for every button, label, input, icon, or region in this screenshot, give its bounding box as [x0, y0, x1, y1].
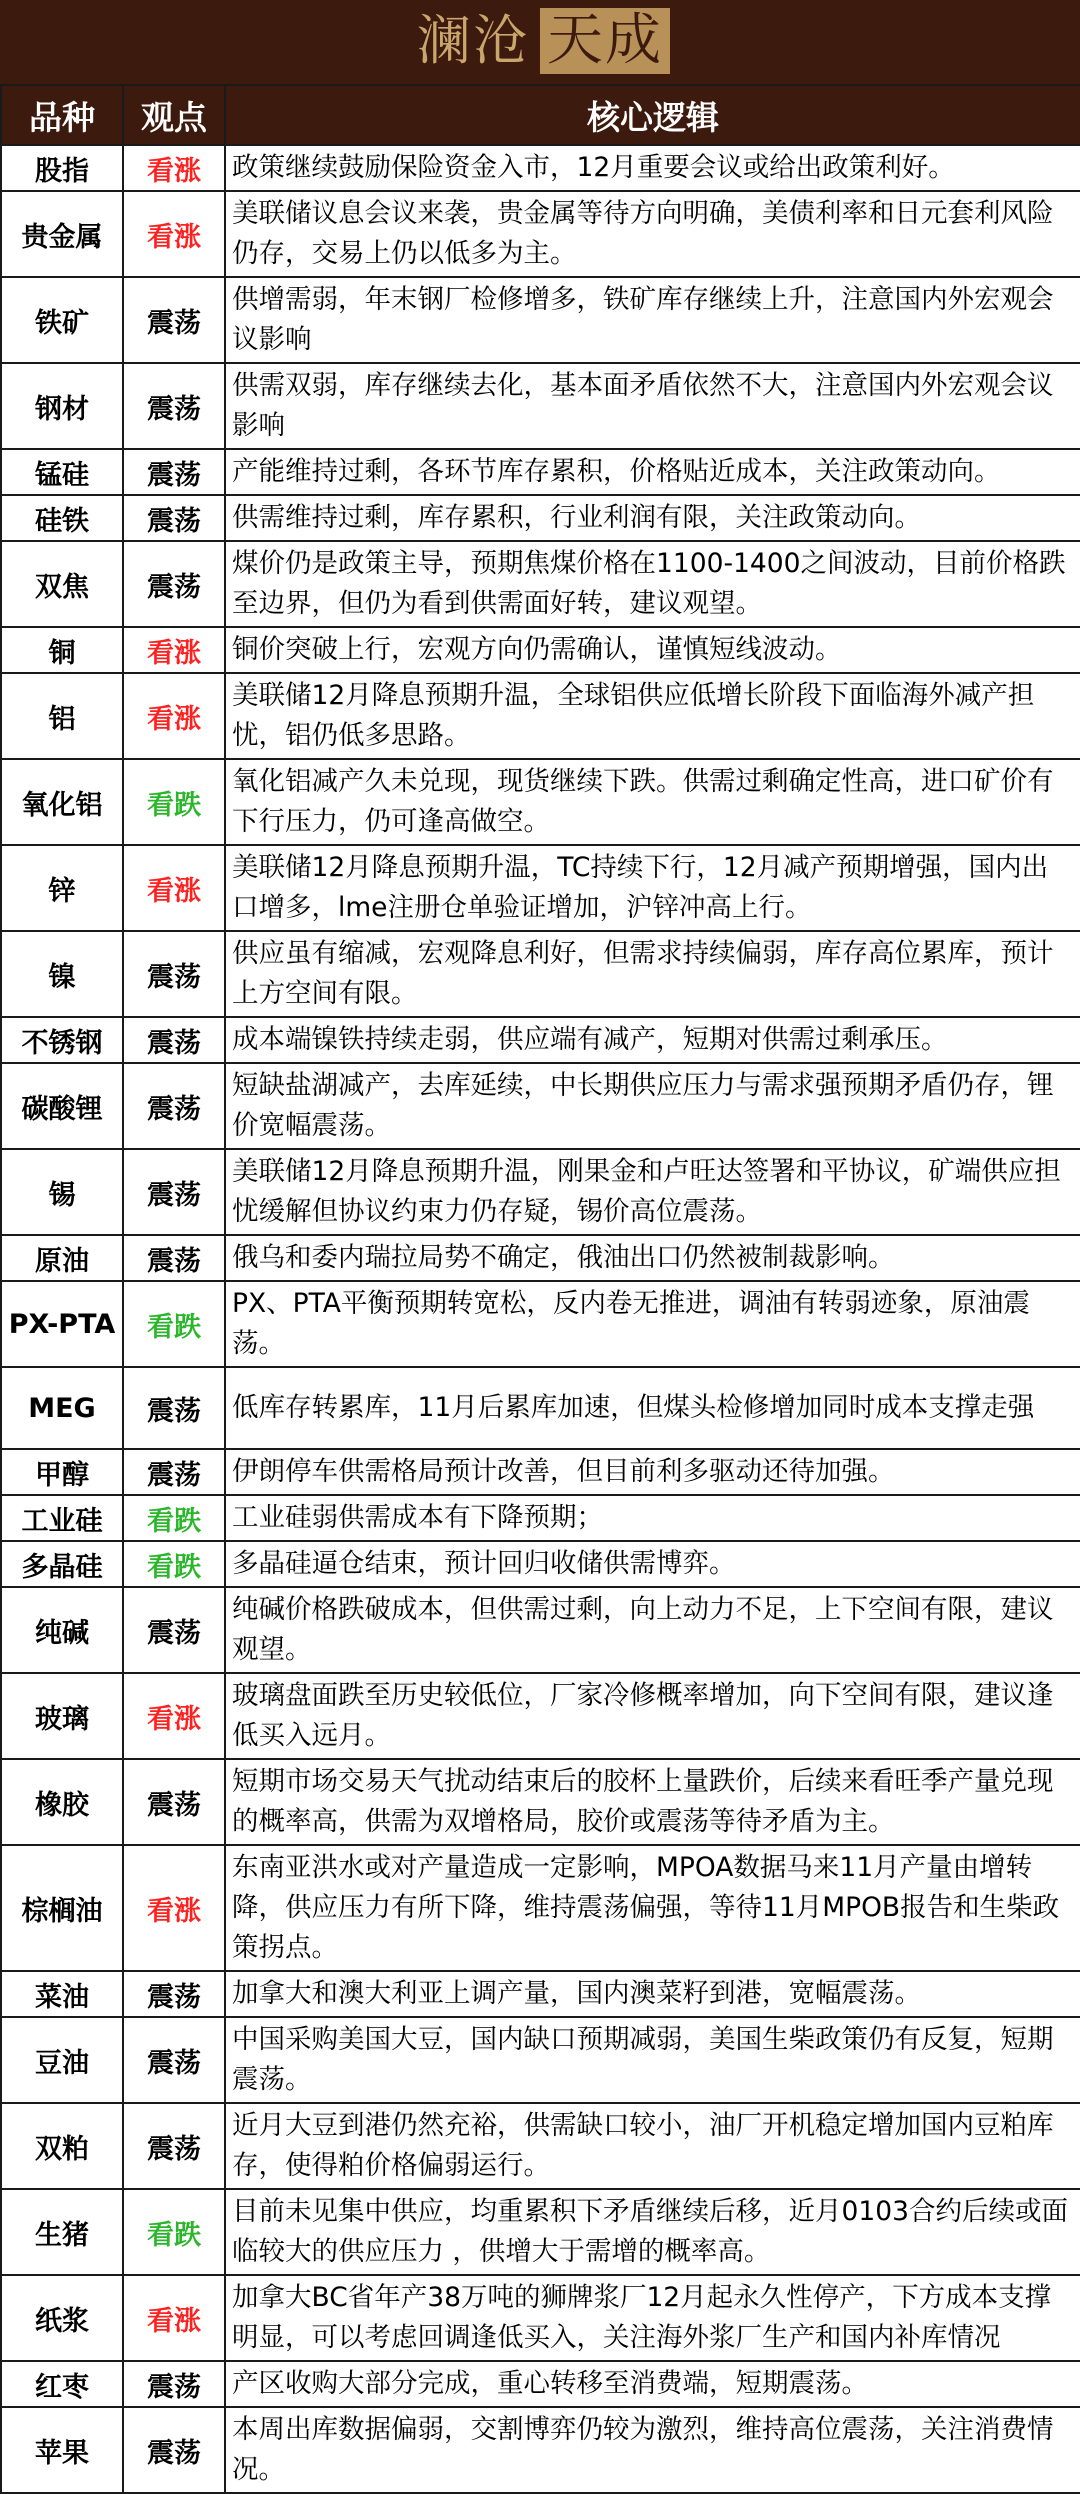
table-row [1, 931, 1080, 1017]
logic-cell: 中国采购美国大豆，国内缺口预期减弱，美国生柴政策仍有反复，短期震荡。 [225, 2017, 1080, 2103]
view-cell: 看涨 [123, 1673, 225, 1759]
variety-cell: 双焦 [1, 541, 123, 627]
variety-cell: 钢材 [1, 363, 123, 449]
view-cell: 震荡 [123, 2407, 225, 2493]
view-cell: 看涨 [123, 627, 225, 673]
table-row [1, 673, 1080, 759]
variety-cell: 贵金属 [1, 191, 123, 277]
table-row [1, 145, 1080, 191]
view-cell: 震荡 [123, 1235, 225, 1281]
view-cell: 震荡 [123, 1971, 225, 2017]
logic-cell: 产区收购大部分完成，重心转移至消费端，短期震荡。 [225, 2361, 1080, 2407]
logic-cell: 供需双弱，库存继续去化，基本面矛盾依然不大，注意国内外宏观会议影响 [225, 363, 1080, 449]
table-row [1, 2361, 1080, 2407]
table-row [1, 1971, 1080, 2017]
variety-cell: MEG [1, 1367, 123, 1449]
variety-cell: 铁矿 [1, 277, 123, 363]
logic-cell: 加拿大和澳大利亚上调产量，国内澳菜籽到港，宽幅震荡。 [225, 1971, 1080, 2017]
logic-cell: 供应虽有缩减，宏观降息利好，但需求持续偏弱，库存高位累库，预计上方空间有限。 [225, 931, 1080, 1017]
view-cell: 震荡 [123, 449, 225, 495]
view-cell: 看跌 [123, 1541, 225, 1587]
variety-cell: 多晶硅 [1, 1541, 123, 1587]
table-row [1, 627, 1080, 673]
table-row [1, 2103, 1080, 2189]
variety-cell: 锌 [1, 845, 123, 931]
logic-cell: 煤价仍是政策主导，预期焦煤价格在1100-1400之间波动，目前价格跌至边界，但仍为看到供需面好转，建议观望。 [225, 541, 1080, 627]
logic-cell: 供增需弱，年末钢厂检修增多，铁矿库存继续上升，注意国内外宏观会议影响 [225, 277, 1080, 363]
view-cell: 看跌 [123, 2189, 225, 2275]
table-row [1, 1845, 1080, 1971]
logic-cell: 本周出库数据偏弱，交割博弈仍较为激烈，维持高位震荡，关注消费情况。 [225, 2407, 1080, 2493]
variety-cell: 棕榈油 [1, 1845, 123, 1971]
logic-cell: 工业硅弱供需成本有下降预期； [225, 1495, 1080, 1541]
view-cell: 震荡 [123, 363, 225, 449]
variety-cell: 苹果 [1, 2407, 123, 2493]
table-row [1, 1235, 1080, 1281]
view-cell: 震荡 [123, 277, 225, 363]
variety-cell: 碳酸锂 [1, 1063, 123, 1149]
logic-cell: 加拿大BC省年产38万吨的狮牌浆厂12月起永久性停产，下方成本支撑明显，可以考虑回调逢低买入，关注海外浆厂生产和国内补库情况 [225, 2275, 1080, 2361]
table-row [1, 1587, 1080, 1673]
logic-cell: 伊朗停车供需格局预计改善，但目前利多驱动还待加强。 [225, 1449, 1080, 1495]
logic-cell: 成本端镍铁持续走弱，供应端有减产，短期对供需过剩承压。 [225, 1017, 1080, 1063]
variety-cell: 纸浆 [1, 2275, 123, 2361]
view-cell: 震荡 [123, 1149, 225, 1235]
view-cell: 震荡 [123, 2103, 225, 2189]
logic-cell: 铜价突破上行，宏观方向仍需确认，谨慎短线波动。 [225, 627, 1080, 673]
view-cell: 震荡 [123, 1063, 225, 1149]
table-row [1, 1367, 1080, 1449]
view-cell: 看涨 [123, 191, 225, 277]
view-cell: 震荡 [123, 1449, 225, 1495]
table-row [1, 363, 1080, 449]
variety-cell: 橡胶 [1, 1759, 123, 1845]
logic-cell: 美联储12月降息预期升温，刚果金和卢旺达签署和平协议，矿端供应担忧缓解但协议约束力仍存疑，锡价高位震荡。 [225, 1149, 1080, 1235]
variety-cell: 不锈钢 [1, 1017, 123, 1063]
logic-cell: PX、PTA平衡预期转宽松，反内卷无推进，调油有转弱迹象，原油震荡。 [225, 1281, 1080, 1367]
variety-cell: 甲醇 [1, 1449, 123, 1495]
view-cell: 看跌 [123, 1495, 225, 1541]
view-cell: 震荡 [123, 2361, 225, 2407]
view-cell: 震荡 [123, 1017, 225, 1063]
logic-cell: 政策继续鼓励保险资金入市，12月重要会议或给出政策利好。 [225, 145, 1080, 191]
column-header-logic: 核心逻辑 [225, 85, 1080, 145]
table-row [1, 1063, 1080, 1149]
logic-cell: 俄乌和委内瑞拉局势不确定，俄油出口仍然被制裁影响。 [225, 1235, 1080, 1281]
column-header-variety: 品种 [1, 85, 123, 145]
logic-cell: 多晶硅逼仓结束，预计回归收储供需博弈。 [225, 1541, 1080, 1587]
variety-cell: 双粕 [1, 2103, 123, 2189]
header-banner [0, 0, 1080, 84]
view-cell: 震荡 [123, 2017, 225, 2103]
variety-cell: 镍 [1, 931, 123, 1017]
variety-cell: 豆油 [1, 2017, 123, 2103]
table-row [1, 1017, 1080, 1063]
logic-cell: 东南亚洪水或对产量造成一定影响，MPOA数据马来11月产量由增转降，供应压力有所下降，维持震荡偏强，等待11月MPOB报告和生柴政策拐点。 [225, 1845, 1080, 1971]
logic-cell: 美联储12月降息预期升温，TC持续下行，12月减产预期增强，国内出口增多，lme注册仓单验证增加，沪锌冲高上行。 [225, 845, 1080, 931]
logic-cell: 玻璃盘面跌至历史较低位，厂家冷修概率增加，向下空间有限，建议逢低买入远月。 [225, 1673, 1080, 1759]
variety-cell: 股指 [1, 145, 123, 191]
column-header-view: 观点 [123, 85, 225, 145]
company-logo [410, 6, 672, 76]
logic-cell: 低库存转累库，11月后累库加速，但煤头检修增加同时成本支撑走强 [225, 1367, 1080, 1449]
table-row [1, 2189, 1080, 2275]
logo-right-text: 天成 [540, 8, 670, 74]
logic-cell: 美联储12月降息预期升温，全球铝供应低增长阶段下面临海外减产担忧，铝仍低多思路。 [225, 673, 1080, 759]
view-cell: 看涨 [123, 673, 225, 759]
variety-cell: 锰硅 [1, 449, 123, 495]
view-cell: 看涨 [123, 1845, 225, 1971]
view-cell: 看跌 [123, 759, 225, 845]
table-row [1, 2017, 1080, 2103]
table-row [1, 1495, 1080, 1541]
view-cell: 看跌 [123, 1281, 225, 1367]
table-row [1, 277, 1080, 363]
table-row [1, 2407, 1080, 2493]
logic-cell: 美联储议息会议来袭，贵金属等待方向明确，美债利率和日元套利风险仍存，交易上仍以低多为主。 [225, 191, 1080, 277]
variety-cell: 原油 [1, 1235, 123, 1281]
view-cell: 震荡 [123, 1367, 225, 1449]
view-cell: 看涨 [123, 2275, 225, 2361]
commodity-view-table [0, 84, 1080, 2494]
variety-cell: 菜油 [1, 1971, 123, 2017]
view-cell: 看涨 [123, 145, 225, 191]
logic-cell: 产能维持过剩，各环节库存累积，价格贴近成本，关注政策动向。 [225, 449, 1080, 495]
logo-left-text: 澜沧 [417, 9, 529, 72]
table-row [1, 759, 1080, 845]
table-row [1, 1759, 1080, 1845]
table-row [1, 449, 1080, 495]
view-cell: 看涨 [123, 845, 225, 931]
logic-cell: 近月大豆到港仍然充裕，供需缺口较小，油厂开机稳定增加国内豆粕库存，使得粕价格偏弱运行。 [225, 2103, 1080, 2189]
table-row [1, 191, 1080, 277]
variety-cell: 硅铁 [1, 495, 123, 541]
variety-cell: PX-PTA [1, 1281, 123, 1367]
variety-cell: 锡 [1, 1149, 123, 1235]
table-header-row [1, 85, 1080, 145]
variety-cell: 铝 [1, 673, 123, 759]
table-row [1, 495, 1080, 541]
logic-cell: 氧化铝减产久未兑现，现货继续下跌。供需过剩确定性高，进口矿价有下行压力，仍可逢高做空。 [225, 759, 1080, 845]
variety-cell: 纯碱 [1, 1587, 123, 1673]
table-row [1, 1149, 1080, 1235]
table-row [1, 1541, 1080, 1587]
variety-cell: 玻璃 [1, 1673, 123, 1759]
variety-cell: 工业硅 [1, 1495, 123, 1541]
variety-cell: 铜 [1, 627, 123, 673]
view-cell: 震荡 [123, 1759, 225, 1845]
table-row [1, 1449, 1080, 1495]
table-row [1, 1673, 1080, 1759]
view-cell: 震荡 [123, 1587, 225, 1673]
table-row [1, 2275, 1080, 2361]
logic-cell: 纯碱价格跌破成本，但供需过剩，向上动力不足，上下空间有限，建议观望。 [225, 1587, 1080, 1673]
variety-cell: 氧化铝 [1, 759, 123, 845]
view-cell: 震荡 [123, 495, 225, 541]
view-cell: 震荡 [123, 541, 225, 627]
variety-cell: 红枣 [1, 2361, 123, 2407]
table-row [1, 1281, 1080, 1367]
logic-cell: 短期市场交易天气扰动结束后的胶杯上量跌价，后续来看旺季产量兑现的概率高，供需为双增格局，胶价或震荡等待矛盾为主。 [225, 1759, 1080, 1845]
logic-cell: 供需维持过剩，库存累积，行业利润有限，关注政策动向。 [225, 495, 1080, 541]
variety-cell: 生猪 [1, 2189, 123, 2275]
logic-cell: 短缺盐湖减产，去库延续，中长期供应压力与需求强预期矛盾仍存，锂价宽幅震荡。 [225, 1063, 1080, 1149]
view-cell: 震荡 [123, 931, 225, 1017]
table-row [1, 541, 1080, 627]
table-row [1, 845, 1080, 931]
logic-cell: 目前未见集中供应，均重累积下矛盾继续后移，近月0103合约后续或面临较大的供应压力 ，供增大于需增的概率高。 [225, 2189, 1080, 2275]
